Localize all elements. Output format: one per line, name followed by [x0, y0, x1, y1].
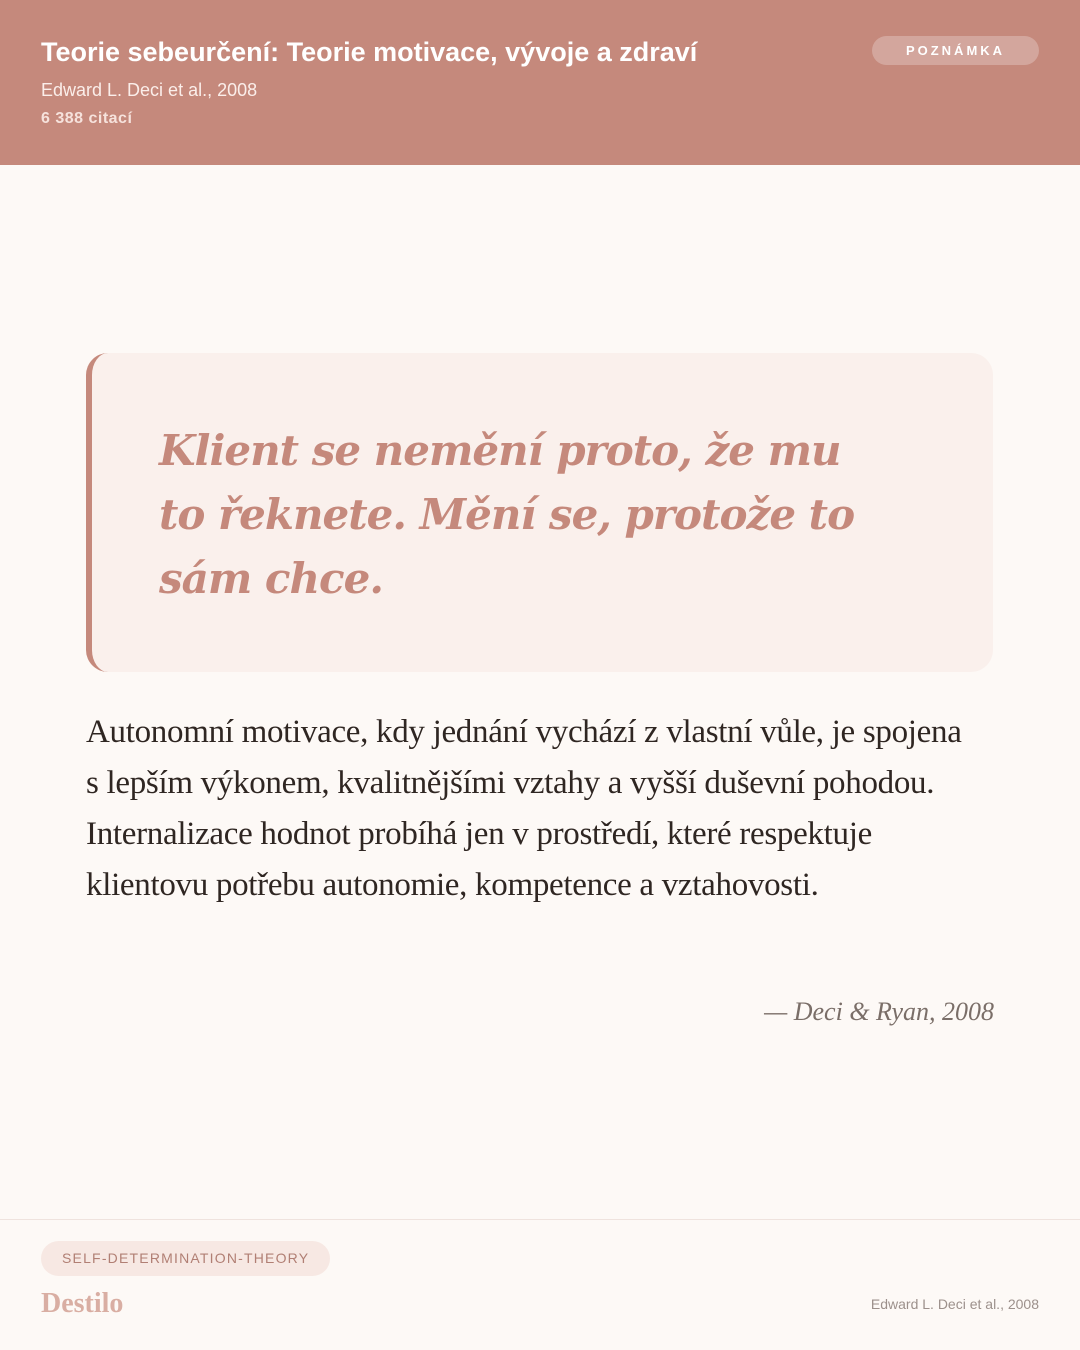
header-banner: [0, 0, 1080, 165]
citation-count: 6 388 citací: [41, 110, 133, 127]
note-badge: POZNÁMKA: [872, 36, 1039, 65]
footer-divider: [0, 1219, 1080, 1220]
paper-authors: Edward L. Deci et al., 2008: [41, 80, 258, 100]
quote-attribution: — Deci & Ryan, 2008: [764, 997, 994, 1026]
pull-quote-box: [86, 353, 993, 672]
paper-title: Teorie sebeurčení: Teorie motivace, vývoje a zdraví: [41, 37, 698, 67]
topic-tag[interactable]: SELF-DETERMINATION-THEORY: [41, 1241, 330, 1276]
summary-paragraph: Autonomní motivace, kdy jednání vychází z vlastní vůle, je spojena s lepším výkonem, kvalitnějšími vztahy a vyšší duševní pohodou. Internalizace hodnot probíhá jen v prostředí, které respektuje klientovu potřebu autonomie, kompetence a vztahovosti.: [86, 714, 962, 903]
pull-quote-text: Klient se nemění proto, že mu to řeknete. Mění se, protože to sám chce.: [159, 426, 855, 603]
footer-source: Edward L. Deci et al., 2008: [870, 1296, 1039, 1312]
brand-logo: Destilo: [41, 1288, 124, 1319]
